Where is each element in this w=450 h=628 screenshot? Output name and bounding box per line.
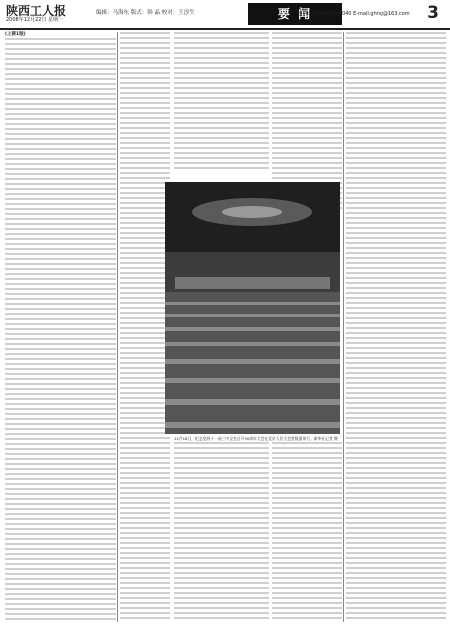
- issue-date: 2008年12月22日 星期一: [6, 17, 64, 23]
- article-column-3: [174, 32, 269, 172]
- column-divider: [343, 32, 344, 622]
- masthead: [0, 0, 450, 30]
- column-divider: [117, 32, 118, 622]
- article-column-1: [5, 38, 116, 622]
- editor-credits: 编辑：马海东 版式：韩 晶 校对：王淳生: [96, 10, 195, 16]
- hall-illustration: [165, 182, 340, 434]
- photo-caption: 12月18日，纪念党的十一届三中全会召开30周年大会在北京人民大会堂隆重举行。新华社记者 摄: [174, 436, 338, 441]
- article-column-5: [346, 32, 446, 622]
- congress-hall-photo: [165, 182, 340, 434]
- page-number: 3: [427, 3, 439, 23]
- section-title: 要 闻: [248, 3, 342, 25]
- article-column-3-lower: [174, 442, 269, 622]
- article-column-2: [120, 32, 170, 622]
- contact-info: 电 话：(029)87344040 E-mail:ghrsj@163.com: [296, 11, 410, 17]
- article-column-4-lower: [272, 442, 342, 622]
- continuation-label: (上接1版): [5, 32, 26, 37]
- newspaper-logo: 陕西工人报: [6, 4, 67, 18]
